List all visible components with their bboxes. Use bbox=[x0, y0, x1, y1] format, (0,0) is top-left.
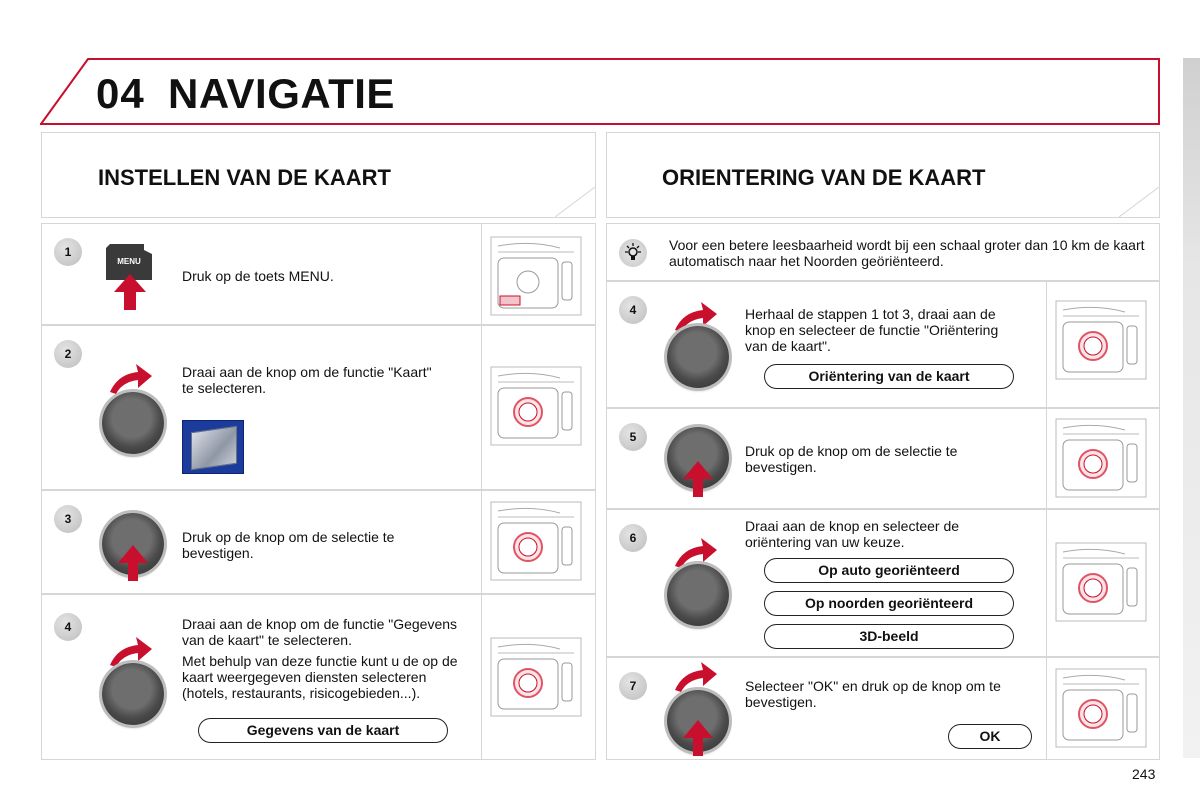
rotate-arrow-icon bbox=[108, 362, 154, 396]
control-panel-icon bbox=[490, 232, 582, 318]
left-step-3 bbox=[41, 490, 596, 594]
right-step-5 bbox=[606, 408, 1160, 509]
control-panel-icon bbox=[1055, 664, 1147, 750]
control-panel-icon bbox=[1055, 538, 1147, 624]
control-panel-icon bbox=[490, 497, 582, 583]
control-panel-icon bbox=[1055, 296, 1147, 382]
control-panel-icon bbox=[490, 362, 582, 448]
section-title-box-left bbox=[41, 132, 596, 218]
press-arrow-icon bbox=[681, 459, 715, 499]
press-arrow-icon bbox=[116, 543, 150, 583]
ok-button[interactable]: OK bbox=[948, 724, 1032, 749]
left-step-1 bbox=[41, 223, 596, 325]
rotate-arrow-icon bbox=[673, 660, 719, 694]
press-arrow-icon bbox=[112, 272, 148, 312]
step-badge: 2 bbox=[54, 340, 82, 368]
rotary-knob-icon bbox=[667, 564, 729, 626]
control-panel-icon bbox=[1055, 414, 1147, 500]
step-text: Draai aan de knop en selecteer de oriëntering van uw keuze. bbox=[745, 518, 960, 550]
chapter-header bbox=[40, 58, 1160, 126]
section-title-right: ORIENTERING VAN DE KAART bbox=[662, 165, 986, 190]
lightbulb-icon bbox=[619, 239, 647, 267]
control-panel-icon bbox=[490, 633, 582, 719]
step-badge: 4 bbox=[54, 613, 82, 641]
right-step-4 bbox=[606, 281, 1160, 408]
chapter-title: NAVIGATIE bbox=[168, 70, 395, 117]
car-oriented-button[interactable]: Op auto georiënteerd bbox=[764, 558, 1014, 583]
left-step-4 bbox=[41, 594, 596, 760]
step-text: Druk op de toets MENU. bbox=[182, 268, 334, 284]
page-number: 243 bbox=[1132, 766, 1156, 782]
corner-fold-icon bbox=[1119, 187, 1159, 217]
tip-box bbox=[606, 223, 1160, 281]
side-tab-strip bbox=[1183, 58, 1200, 758]
step-badge: 3 bbox=[54, 505, 82, 533]
rotary-knob-icon bbox=[102, 392, 164, 454]
step-text-detail: Met behulp van deze functie kunt u de op de kaart weergegeven diensten selecteren (hotels, restaurants, risicogebieden...). bbox=[182, 653, 458, 701]
press-arrow-icon bbox=[681, 718, 715, 758]
rotary-knob-icon bbox=[667, 326, 729, 388]
left-step-2 bbox=[41, 325, 596, 490]
step-badge: 7 bbox=[619, 672, 647, 700]
step-badge: 6 bbox=[619, 524, 647, 552]
tip-text: Voor een betere leesbaarheid wordt bij een schaal groter dan 10 km de kaart automatisch naar het Noorden geöriënteerd. bbox=[669, 237, 1145, 269]
north-oriented-button[interactable]: Op noorden georiënteerd bbox=[764, 591, 1014, 616]
section-title-left: INSTELLEN VAN DE KAART bbox=[98, 165, 391, 190]
section-title-box-right bbox=[606, 132, 1160, 218]
step-text: Draai aan de knop om de functie "Kaart" te selecteren. bbox=[182, 364, 432, 396]
step-text: Draai aan de knop om de functie "Gegevens van de kaart" te selecteren. bbox=[182, 616, 458, 648]
map-thumbnail-icon bbox=[182, 420, 244, 474]
map-data-button[interactable]: Gegevens van de kaart bbox=[198, 718, 448, 743]
step-text: Selecteer "OK" en druk op de knop om te bevestigen. bbox=[745, 678, 1001, 710]
right-step-6 bbox=[606, 509, 1160, 657]
map-orientation-button[interactable]: Oriëntering van de kaart bbox=[764, 364, 1014, 389]
menu-key-label: MENU bbox=[117, 257, 141, 266]
step-text: Herhaal de stappen 1 tot 3, draai aan de knop en selecteer de functie "Oriëntering van de kaart". bbox=[745, 306, 999, 354]
step-text: Druk op de knop om de selectie te bevestigen. bbox=[182, 529, 395, 561]
step-badge: 1 bbox=[54, 238, 82, 266]
chapter-number: 04 bbox=[96, 70, 145, 117]
step-badge: 5 bbox=[619, 423, 647, 451]
step-badge: 4 bbox=[619, 296, 647, 324]
right-step-7 bbox=[606, 657, 1160, 760]
3d-view-button[interactable]: 3D-beeld bbox=[764, 624, 1014, 649]
corner-fold-icon bbox=[555, 187, 595, 217]
step-text: Druk op de knop om de selectie te bevestigen. bbox=[745, 443, 958, 475]
rotary-knob-icon bbox=[102, 663, 164, 725]
